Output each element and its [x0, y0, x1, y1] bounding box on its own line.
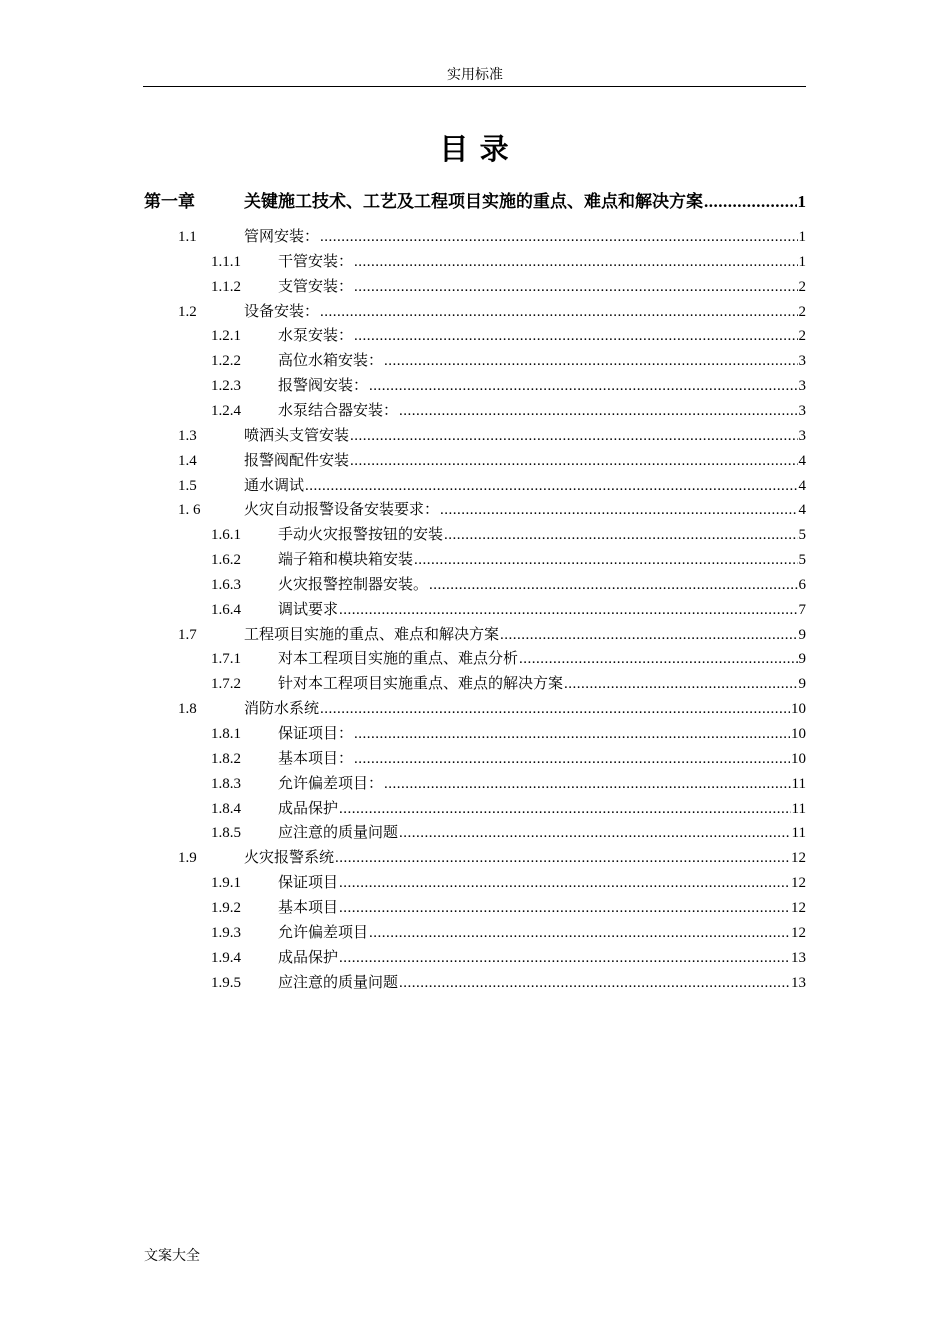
- toc-entry-number: 第一章: [144, 192, 195, 211]
- toc-entry-label: 通水调试: [244, 477, 305, 494]
- toc-entry-number: 1. 6: [178, 502, 201, 519]
- toc-entry-page: 12: [791, 924, 806, 941]
- toc-entry[interactable]: [211, 598, 806, 623]
- toc-entry[interactable]: [178, 846, 806, 871]
- toc-entry-page: 10: [791, 750, 806, 767]
- toc-entry-label: 消防水系统: [244, 701, 320, 718]
- toc-entry-label: 针对本工程项目实施重点、难点的解决方案: [278, 676, 564, 693]
- toc-entry[interactable]: [211, 275, 806, 300]
- toc-entry-number: 1.8.2: [211, 750, 241, 767]
- toc-leader-dots: [384, 772, 791, 797]
- toc-leader-dots: [339, 797, 791, 822]
- toc-leader-dots: [354, 747, 790, 772]
- toc-entry-page: 11: [791, 825, 806, 842]
- toc-entry-number: 1.2: [178, 303, 197, 320]
- toc-entry-number: 1.3: [178, 427, 197, 444]
- toc-leader-dots: [320, 225, 797, 250]
- toc-entry-number: 1.8.5: [211, 825, 241, 842]
- toc-leader-dots: [354, 250, 797, 275]
- toc-entry[interactable]: [178, 623, 806, 648]
- toc-entry[interactable]: [211, 772, 806, 797]
- toc-entry[interactable]: [178, 300, 806, 325]
- toc-leader-dots: [339, 598, 797, 623]
- toc-entry-page: 12: [791, 850, 806, 867]
- toc-entry-label: 支管安装：: [278, 278, 354, 295]
- toc-entry-label: 基本项目: [278, 899, 339, 916]
- toc-entry[interactable]: [211, 722, 806, 747]
- toc-entry-label: 水泵安装：: [278, 328, 354, 345]
- page-footer: 文案大全: [144, 1249, 200, 1264]
- toc-entry-label: 基本项目：: [278, 750, 354, 767]
- toc-entry[interactable]: [211, 523, 806, 548]
- toc-entry-number: 1.9.3: [211, 924, 241, 941]
- toc-entry-label: 设备安装：: [244, 303, 320, 320]
- toc-entry-page: 4: [798, 452, 806, 469]
- toc-leader-dots: [369, 374, 797, 399]
- toc-entry[interactable]: [178, 449, 806, 474]
- toc-entry-page: 1: [797, 192, 806, 211]
- toc-entry-number: 1.8.4: [211, 800, 241, 817]
- toc-entry[interactable]: [211, 821, 806, 846]
- toc-leader-dots: [399, 399, 797, 424]
- toc-chapter-entry[interactable]: [144, 188, 806, 215]
- toc-entry-label: 报警阀配件安装: [244, 452, 350, 469]
- toc-entry-number: 1.9.1: [211, 875, 241, 892]
- toc-leader-dots: [384, 349, 797, 374]
- toc-entry-number: 1.2.4: [211, 402, 241, 419]
- toc-entry-number: 1.6.4: [211, 601, 241, 618]
- toc-entry-page: 9: [798, 676, 806, 693]
- toc-entry-page: 13: [791, 949, 806, 966]
- toc-entry[interactable]: [211, 573, 806, 598]
- toc-entry-label: 水泵结合器安装：: [278, 402, 399, 419]
- toc-entry-number: 1.8: [178, 701, 197, 718]
- toc-entry-number: 1.1.2: [211, 278, 241, 295]
- toc-title: 目 录: [439, 134, 511, 166]
- toc-entry-number: 1.7.2: [211, 676, 241, 693]
- toc-entry-number: 1.9.4: [211, 949, 241, 966]
- toc-entry-label: 火灾报警控制器安装。: [278, 576, 429, 593]
- toc-leader-dots: [519, 647, 797, 672]
- toc-entry-page: 9: [798, 651, 806, 668]
- toc-entry-number: 1.7.1: [211, 651, 241, 668]
- toc-entry[interactable]: [211, 374, 806, 399]
- toc-entry-label: 允许偏差项目：: [278, 775, 384, 792]
- toc-entry-number: 1.7: [178, 626, 197, 643]
- toc-entry-label: 调试要求: [278, 601, 339, 618]
- toc-entry-number: 1.6.2: [211, 552, 241, 569]
- toc-leader-dots: [339, 896, 790, 921]
- toc-leader-dots: [429, 573, 797, 598]
- toc-entry-page: 3: [798, 353, 806, 370]
- toc-entry-page: 2: [798, 328, 806, 345]
- toc-entry-label: 应注意的质量问题: [278, 825, 399, 842]
- toc-entry-page: 5: [798, 552, 806, 569]
- toc-entry-label: 高位水箱安装：: [278, 353, 384, 370]
- toc-entry[interactable]: [211, 324, 806, 349]
- toc-entry-label: 火灾自动报警设备安装要求：: [244, 502, 440, 519]
- toc-entry-page: 9: [798, 626, 806, 643]
- toc-entry[interactable]: [178, 225, 806, 250]
- toc-entry-page: 7: [798, 601, 806, 618]
- toc-entry-page: 2: [798, 278, 806, 295]
- toc-entry-label: 端子箱和模块箱安装: [278, 552, 414, 569]
- toc-entry-number: 1.5: [178, 477, 197, 494]
- toc-leader-dots: [354, 275, 797, 300]
- toc-entry[interactable]: [211, 871, 806, 896]
- toc-entry-page: 12: [791, 875, 806, 892]
- toc-entry-label: 成品保护: [278, 800, 339, 817]
- toc-entry[interactable]: [211, 921, 806, 946]
- toc-entry[interactable]: [178, 424, 806, 449]
- toc-entry-page: 3: [798, 402, 806, 419]
- toc-leader-dots: [399, 821, 791, 846]
- toc-entry-label: 关键施工技术、工艺及工程项目实施的重点、难点和解决方案: [244, 192, 703, 211]
- toc-entry-page: 11: [791, 800, 806, 817]
- toc-entry[interactable]: [211, 797, 806, 822]
- toc-entry-label: 工程项目实施的重点、难点和解决方案: [244, 626, 500, 643]
- toc-entry-page: 4: [798, 502, 806, 519]
- toc-entry[interactable]: [211, 250, 806, 275]
- toc-leader-dots: [444, 523, 797, 548]
- toc-leader-dots: [354, 324, 797, 349]
- toc-entry[interactable]: [178, 697, 806, 722]
- toc-entry-page: 1: [798, 253, 806, 270]
- toc-entry-number: 1.9.2: [211, 899, 241, 916]
- toc-leader-dots: [564, 672, 797, 697]
- toc-entry[interactable]: [211, 946, 806, 971]
- toc-entry[interactable]: [178, 498, 806, 523]
- toc-entry-number: 1.9.5: [211, 974, 241, 991]
- toc-entry-number: 1.1: [178, 229, 197, 245]
- toc-entry-number: 1.9: [178, 850, 197, 867]
- toc-entry-number: 1.2.1: [211, 328, 241, 345]
- toc-entry-page: 10: [791, 701, 806, 718]
- toc-leader-dots: [320, 697, 790, 722]
- toc-entry-page: 11: [791, 775, 806, 792]
- toc-entry-page: 1: [798, 229, 806, 245]
- toc-entry-number: 1.4: [178, 452, 197, 469]
- toc-leader-dots: [339, 946, 790, 971]
- toc-entry[interactable]: [211, 647, 806, 672]
- toc-entry-number: 1.2.3: [211, 378, 241, 395]
- toc-leader-dots: [339, 871, 790, 896]
- toc-entry-label: 成品保护: [278, 949, 339, 966]
- toc-leader-dots: [320, 300, 797, 325]
- toc-entry-label: 管网安装：: [244, 229, 320, 245]
- toc-leader-dots: [350, 424, 797, 449]
- toc-entry-label: 允许偏差项目: [278, 924, 369, 941]
- toc-entry-label: 保证项目：: [278, 726, 354, 742]
- toc-entry-label: 报警阀安装：: [278, 378, 369, 395]
- toc-leader-dots: [399, 971, 790, 996]
- toc-leader-dots: [704, 188, 797, 215]
- toc-entry-page: 10: [791, 726, 806, 742]
- toc-entry-number: 1.8.1: [211, 726, 241, 742]
- toc-leader-dots: [440, 498, 797, 523]
- toc-entry-page: 13: [791, 974, 806, 991]
- toc-entry-label: 火灾报警系统: [244, 850, 335, 867]
- toc-entry-page: 5: [798, 527, 806, 544]
- toc-leader-dots: [350, 449, 797, 474]
- toc-entry-number: 1.8.3: [211, 775, 241, 792]
- toc-leader-dots: [335, 846, 790, 871]
- toc-entry-number: 1.6.3: [211, 576, 241, 593]
- toc-leader-dots: [305, 474, 797, 499]
- toc-entry-number: 1.6.1: [211, 527, 241, 544]
- toc-entry[interactable]: [211, 399, 806, 424]
- toc-entry-page: 12: [791, 899, 806, 916]
- toc-entry-label: 对本工程项目实施的重点、难点分析: [278, 651, 519, 668]
- toc-entry[interactable]: [211, 896, 806, 921]
- toc-entry[interactable]: [211, 747, 806, 772]
- toc-entry[interactable]: [178, 474, 806, 499]
- toc-entry[interactable]: [211, 349, 806, 374]
- toc-entry-page: 3: [798, 427, 806, 444]
- toc-leader-dots: [354, 722, 790, 747]
- toc-entry-number: 1.1.1: [211, 253, 241, 270]
- toc-entry-label: 应注意的质量问题: [278, 974, 399, 991]
- toc-entry-label: 干管安装：: [278, 253, 354, 270]
- toc-entry-page: 4: [798, 477, 806, 494]
- toc-leader-dots: [500, 623, 797, 648]
- toc-entry-label: 保证项目: [278, 875, 339, 892]
- toc-entry-number: 1.2.2: [211, 353, 241, 370]
- toc-entry[interactable]: [211, 971, 806, 996]
- toc-leader-dots: [369, 921, 790, 946]
- toc-entry[interactable]: [211, 548, 806, 573]
- toc-entry[interactable]: [211, 672, 806, 697]
- toc-entry-page: 2: [798, 303, 806, 320]
- toc-entry-label: 手动火灾报警按钮的安装: [278, 527, 444, 544]
- toc-entry-page: 3: [798, 378, 806, 395]
- toc-leader-dots: [414, 548, 797, 573]
- toc-entry-page: 6: [798, 576, 806, 593]
- toc-entry-label: 喷洒头支管安装: [244, 427, 350, 444]
- page-header: 实用标准: [447, 68, 503, 83]
